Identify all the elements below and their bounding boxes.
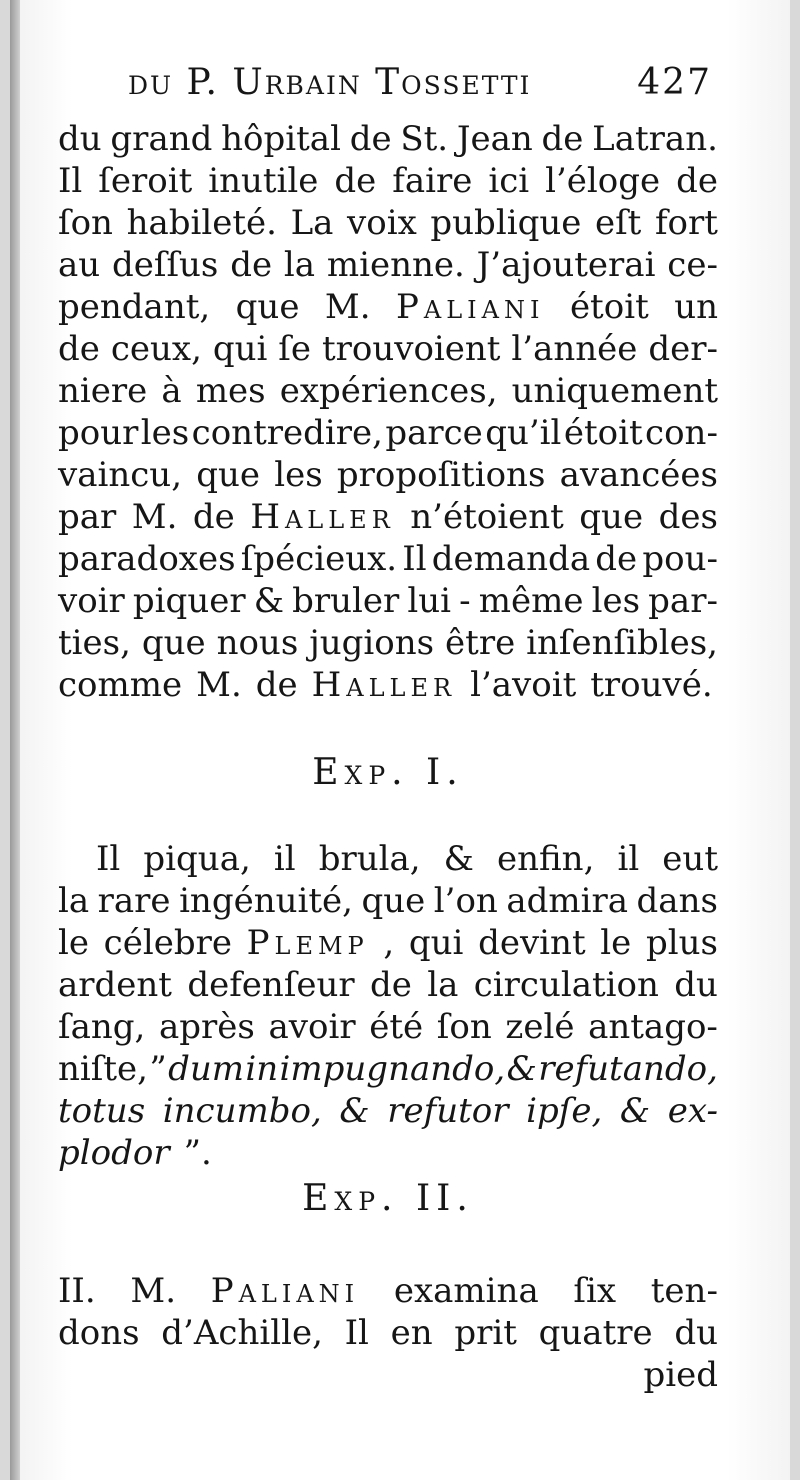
word: mienne.: [326, 245, 465, 285]
page-gutter: [10, 0, 20, 1480]
paragraph-3: [58, 1270, 718, 1354]
word: deſſus: [111, 245, 219, 285]
word: &: [253, 581, 284, 621]
word: de: [676, 161, 718, 201]
word: II.: [58, 1271, 96, 1311]
text-line: [58, 1090, 718, 1132]
word: avancées: [559, 455, 718, 495]
word: plodor: [58, 1133, 170, 1173]
word: &: [506, 1049, 537, 1089]
word: du: [674, 1313, 718, 1353]
word: &: [619, 1091, 651, 1131]
word: voir: [58, 581, 125, 621]
word: ingénuité,: [179, 881, 353, 921]
word: Paliani: [396, 287, 545, 327]
text-line: [58, 244, 718, 286]
word: M.: [196, 665, 242, 705]
word: que: [235, 287, 300, 327]
text-line: [58, 964, 718, 1006]
word: in: [245, 1049, 279, 1089]
word: ſe: [278, 329, 312, 369]
word: pou-: [642, 539, 718, 579]
text-line: [58, 328, 718, 370]
word: bruler: [292, 581, 400, 621]
text-line: [58, 538, 718, 580]
word: faire: [392, 161, 473, 201]
word: après: [158, 1007, 255, 1047]
word: ardent: [58, 965, 172, 1005]
word: Latran.: [592, 119, 718, 159]
word: ce-: [667, 245, 718, 285]
word: ſang,: [58, 1007, 146, 1047]
word: propoſitions: [336, 455, 546, 495]
word: La: [290, 203, 334, 243]
text-line: [58, 118, 718, 160]
word: du: [58, 119, 102, 159]
text-line: [58, 412, 718, 454]
word: que: [196, 455, 260, 495]
word: à: [161, 371, 182, 411]
word: être: [445, 623, 516, 663]
word: grand: [110, 119, 213, 159]
word: Paliani: [210, 1271, 360, 1311]
word: devint: [478, 923, 586, 963]
text-line: [58, 1006, 718, 1048]
word: par: [58, 497, 117, 537]
word: M.: [324, 287, 371, 327]
word: les: [591, 581, 641, 621]
page-number: 427: [637, 62, 712, 103]
word: de: [58, 329, 100, 369]
word: ſix: [573, 1271, 617, 1311]
word: n’étoient: [410, 497, 564, 537]
word: inſenſibles,: [526, 623, 718, 663]
word: niſte,: [58, 1049, 148, 1089]
word: les: [274, 455, 323, 495]
word: ici: [488, 161, 530, 201]
word: été: [369, 1007, 424, 1047]
word: de: [192, 497, 235, 537]
word: refutando,: [538, 1049, 718, 1089]
word: au: [58, 245, 101, 285]
word: circulation: [473, 965, 659, 1005]
word: uniquement: [511, 371, 718, 411]
word: le: [58, 923, 89, 963]
text-line: [58, 496, 718, 538]
word: totus: [58, 1091, 146, 1131]
word: un: [674, 287, 718, 327]
word: comme: [58, 665, 183, 705]
word: expériences,: [279, 371, 498, 411]
word: que: [361, 881, 426, 921]
word: l’année: [511, 329, 638, 369]
word: -: [459, 581, 471, 621]
text-line: [58, 622, 718, 664]
catchword-line: [58, 1354, 718, 1396]
word: ten-: [650, 1271, 718, 1311]
word: lui: [407, 581, 452, 621]
word: Il: [344, 1313, 369, 1353]
word: piqua,: [143, 839, 251, 879]
word: &: [339, 1091, 370, 1131]
word: plus: [645, 923, 718, 963]
word: qui: [408, 923, 464, 963]
word: parce: [385, 413, 483, 453]
word: admira: [506, 881, 629, 921]
book-page: [10, 0, 790, 1480]
word: zelé: [505, 1007, 575, 1047]
heading-exp-1: Exp. I.: [312, 752, 464, 793]
text-line: [58, 880, 718, 922]
word: contredire,: [191, 413, 383, 453]
heading-exp-2: Exp. II.: [302, 1178, 474, 1219]
word: fort: [654, 203, 718, 243]
word: vaincu,: [58, 455, 182, 495]
word: la: [283, 245, 316, 285]
word: célebre: [103, 923, 232, 963]
word: hôpital: [221, 119, 341, 159]
catchword: pied: [643, 1355, 718, 1395]
word: refutor: [387, 1091, 509, 1131]
word: pendant,: [58, 287, 211, 327]
word: le: [600, 923, 632, 963]
word: antago-: [588, 1007, 718, 1047]
word: de: [255, 665, 298, 705]
text-line: [58, 1132, 718, 1174]
word: ”: [149, 1049, 167, 1089]
word: brula,: [318, 839, 421, 879]
word: la: [58, 881, 90, 921]
word: publique: [430, 203, 582, 243]
word: ”.: [183, 1133, 212, 1173]
text-line: [58, 664, 718, 706]
word: de: [370, 965, 412, 1005]
word: eut: [662, 839, 718, 879]
text-line: [58, 454, 718, 496]
word: defenſeur: [187, 965, 355, 1005]
word: que: [141, 623, 206, 663]
word: de: [541, 119, 584, 159]
word: ſon: [436, 1007, 492, 1047]
text-line: [58, 370, 718, 412]
word: paradoxes: [58, 539, 236, 579]
word: que: [579, 497, 644, 537]
word: habileté.: [126, 203, 277, 243]
text-line: [58, 838, 718, 880]
word: avoir: [268, 1007, 356, 1047]
word: étoit: [569, 287, 649, 327]
text-line: [58, 286, 718, 328]
text-line: [58, 580, 718, 622]
word: ex-: [667, 1091, 718, 1131]
word: dons: [58, 1313, 140, 1353]
word: voix: [347, 203, 417, 243]
word: niere: [58, 371, 148, 411]
text-line: [58, 1270, 718, 1312]
word: mes: [195, 371, 266, 411]
word: impugnando,: [279, 1049, 506, 1089]
word: demanda: [431, 539, 591, 579]
word: pour: [58, 413, 139, 453]
word: des: [658, 497, 718, 537]
text-line: [58, 202, 718, 244]
word: en: [390, 1313, 433, 1353]
word: du: [674, 965, 718, 1005]
word: St.: [400, 119, 449, 159]
word: J’ajouterai: [476, 245, 656, 285]
word: jugions: [309, 623, 435, 663]
word: trouvoient: [321, 329, 501, 369]
word: ipſe,: [526, 1091, 603, 1131]
word: ſpécieux.: [240, 539, 398, 579]
word: ,: [383, 923, 395, 963]
word: l’on: [433, 881, 498, 921]
word: de: [349, 119, 392, 159]
word: l’avoit: [470, 665, 577, 705]
word: Plemp: [246, 923, 369, 963]
word: ceux,: [110, 329, 202, 369]
word: quatre: [538, 1313, 653, 1353]
running-header: [128, 62, 712, 110]
word: de: [230, 245, 273, 285]
word: de: [595, 539, 638, 579]
word: Il: [402, 539, 427, 579]
word: les: [140, 413, 190, 453]
word: piquer: [132, 581, 246, 621]
word: M.: [131, 497, 178, 537]
word: ties,: [58, 623, 131, 663]
word: ſon: [58, 203, 113, 243]
word: étoit: [563, 413, 643, 453]
text-line: [58, 922, 718, 964]
word: nous: [216, 623, 299, 663]
word: d’Achille,: [161, 1313, 323, 1353]
word: incumbo,: [162, 1091, 322, 1131]
word: prit: [454, 1313, 517, 1353]
word: ſeroit: [98, 161, 193, 201]
word: inutile: [208, 161, 319, 201]
paragraph-1: [58, 118, 718, 706]
word: il: [273, 839, 296, 879]
text-line: [58, 1312, 718, 1354]
word: trouvé.: [590, 665, 713, 705]
word: rare: [97, 881, 171, 921]
word: l’éloge: [545, 161, 661, 201]
word: M.: [130, 1271, 176, 1311]
word: Il: [58, 161, 83, 201]
word: con-: [645, 413, 718, 453]
word: la: [427, 965, 459, 1005]
word: dans: [636, 881, 718, 921]
word: Jean: [456, 119, 533, 159]
word: Haller: [311, 665, 457, 705]
word: eſt: [594, 203, 642, 243]
running-title: du P. Urbain Tossetti: [128, 62, 532, 103]
text-line: [58, 160, 718, 202]
word: Haller: [250, 497, 395, 537]
word: par-: [648, 581, 718, 621]
word: dum: [168, 1049, 244, 1089]
word: même: [478, 581, 584, 621]
word: qui: [212, 329, 268, 369]
word: il: [617, 839, 640, 879]
word: examina: [393, 1271, 539, 1311]
word: enfin,: [496, 839, 595, 879]
word: de: [334, 161, 377, 201]
word: der-: [648, 329, 718, 369]
word: Il: [96, 839, 121, 879]
text-line: [58, 1048, 718, 1090]
word: qu’il: [485, 413, 562, 453]
paragraph-2: [58, 838, 718, 1174]
word: &: [443, 839, 474, 879]
